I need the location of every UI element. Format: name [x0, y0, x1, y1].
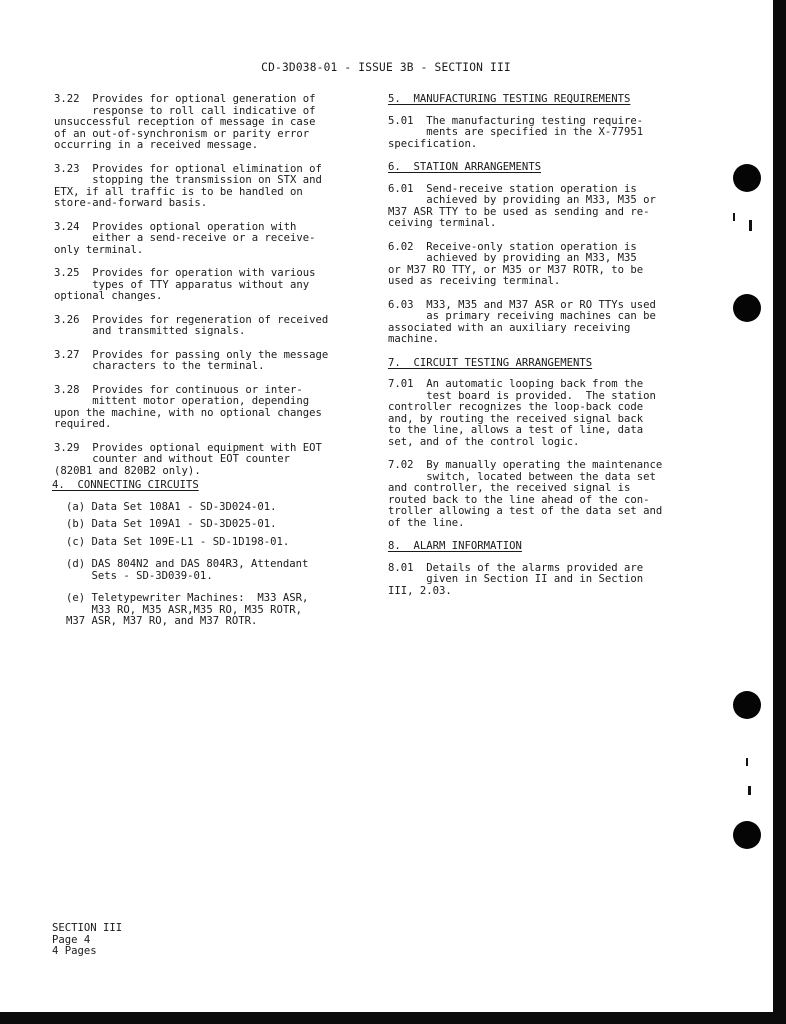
paragraph-3-27: 3.27 Provides for passing only the message characters to the terminal.	[54, 348, 329, 372]
paragraph-3-23: 3.23 Provides for optional elimination of stopping the transmission on STX and ETX, if all traffic is to be handled on store-and-forward basis.	[54, 162, 322, 209]
paragraph-6-03: 6.03 M33, M35 and M37 ASR or RO TTYs used as primary receiving machines can be associated with an auxiliary receiving machine.	[388, 298, 656, 345]
section-heading-text: 8. ALARM INFORMATION	[388, 540, 522, 552]
section-heading-text: 7. CIRCUIT TESTING ARRANGEMENTS	[388, 356, 593, 369]
list-item: (a) Data Set 108A1 - SD-3D024-01.	[66, 500, 277, 513]
paragraph-7-01: 7.01 An automatic looping back from the test board is provided. The station controller recognizes the loop-back code and, by routing the received signal back to the line, allows a test of line, data set, and of the control logic.	[388, 378, 656, 448]
list-item: (d) DAS 804N2 and DAS 804R3, Attendant Sets - SD-3D039-01.	[66, 558, 309, 582]
paragraph-3-28: 3.28 Provides for continuous or inter- mittent motor operation, depending upon the machine, with no optional changes required.	[54, 383, 322, 430]
punch-hole	[733, 164, 761, 192]
section-heading-text: 5. MANUFACTURING TESTING REQUIREMENTS	[388, 93, 631, 105]
scan-speck	[749, 220, 752, 231]
paragraph-8-01: 8.01 Details of the alarms provided are given in Section II and in Section III, 2.03.	[388, 561, 644, 597]
section-heading-station	[388, 162, 688, 174]
page-header: CD-3D038-01 - ISSUE 3B - SECTION III	[261, 61, 511, 74]
scan-edge-bottom	[0, 1012, 786, 1024]
right-column	[388, 94, 688, 609]
paragraph-3-25: 3.25 Provides for operation with various types of TTY apparatus without any optional changes.	[54, 267, 316, 302]
paragraph-3-26: 3.26 Provides for regeneration of received and transmitted signals.	[54, 313, 329, 337]
scan-speck	[733, 213, 735, 221]
paragraph-6-01: 6.01 Send-receive station operation is achieved by providing an M33, M35 or M37 ASR TTY to be used as sending and re- ceiving terminal.	[388, 182, 656, 229]
footer-page-number: Page 4	[52, 933, 91, 946]
section-heading-alarm	[388, 541, 688, 553]
section-heading-connecting-circuits	[52, 480, 354, 492]
paragraph-6-02: 6.02 Receive-only station operation is achieved by providing an M33, M35 or M37 RO TTY, or M35 or M37 ROTR, to be used as receiving terminal.	[388, 240, 644, 287]
list-item: (b) Data Set 109A1 - SD-3D025-01.	[66, 518, 277, 530]
section-heading-text: 4. CONNECTING CIRCUITS	[52, 479, 199, 491]
punch-hole	[733, 821, 761, 849]
scan-speck	[748, 786, 751, 795]
punch-hole	[733, 294, 761, 322]
section-heading-manufacturing	[388, 94, 688, 106]
list-item: (e) Teletypewriter Machines: M33 ASR, M33 RO, M35 ASR,M35 RO, M35 ROTR, M37 ASR, M37 RO, and M37 ROTR.	[66, 592, 309, 627]
section-heading-text: 6. STATION ARRANGEMENTS	[388, 161, 542, 173]
paragraph-3-29: 3.29 Provides optional equipment with EOT counter and without EOT counter (820B1 and 820B2 only).	[54, 441, 322, 477]
list-item: (c) Data Set 109E-L1 - SD-1D198-01.	[66, 535, 290, 548]
scan-speck	[746, 758, 748, 766]
paragraph-3-22: 3.22 Provides for optional generation of response to roll call indicative of unsuccessful reception of message in case of an out-of-synchronism or parity error occurring in a received message.	[54, 93, 316, 151]
scan-edge-right	[773, 0, 786, 1024]
page-footer	[52, 923, 122, 958]
footer-page-count: 4 Pages	[52, 945, 97, 958]
left-column	[54, 94, 354, 634]
punch-hole	[733, 691, 761, 719]
paragraph-5-01: 5.01 The manufacturing testing require- ments are specified in the X-77951 specification.	[388, 114, 644, 150]
footer-section: SECTION III	[52, 922, 123, 934]
paragraph-7-02: 7.02 By manually operating the maintenance switch, located between the data set and controller, the received signal is routed back to the line ahead of the con- troller allowing a test of the data set and of the line.	[388, 459, 663, 529]
section-heading-circuit-testing	[388, 358, 688, 370]
paragraph-3-24: 3.24 Provides optional operation with either a send-receive or a receive- only terminal.	[54, 220, 316, 256]
